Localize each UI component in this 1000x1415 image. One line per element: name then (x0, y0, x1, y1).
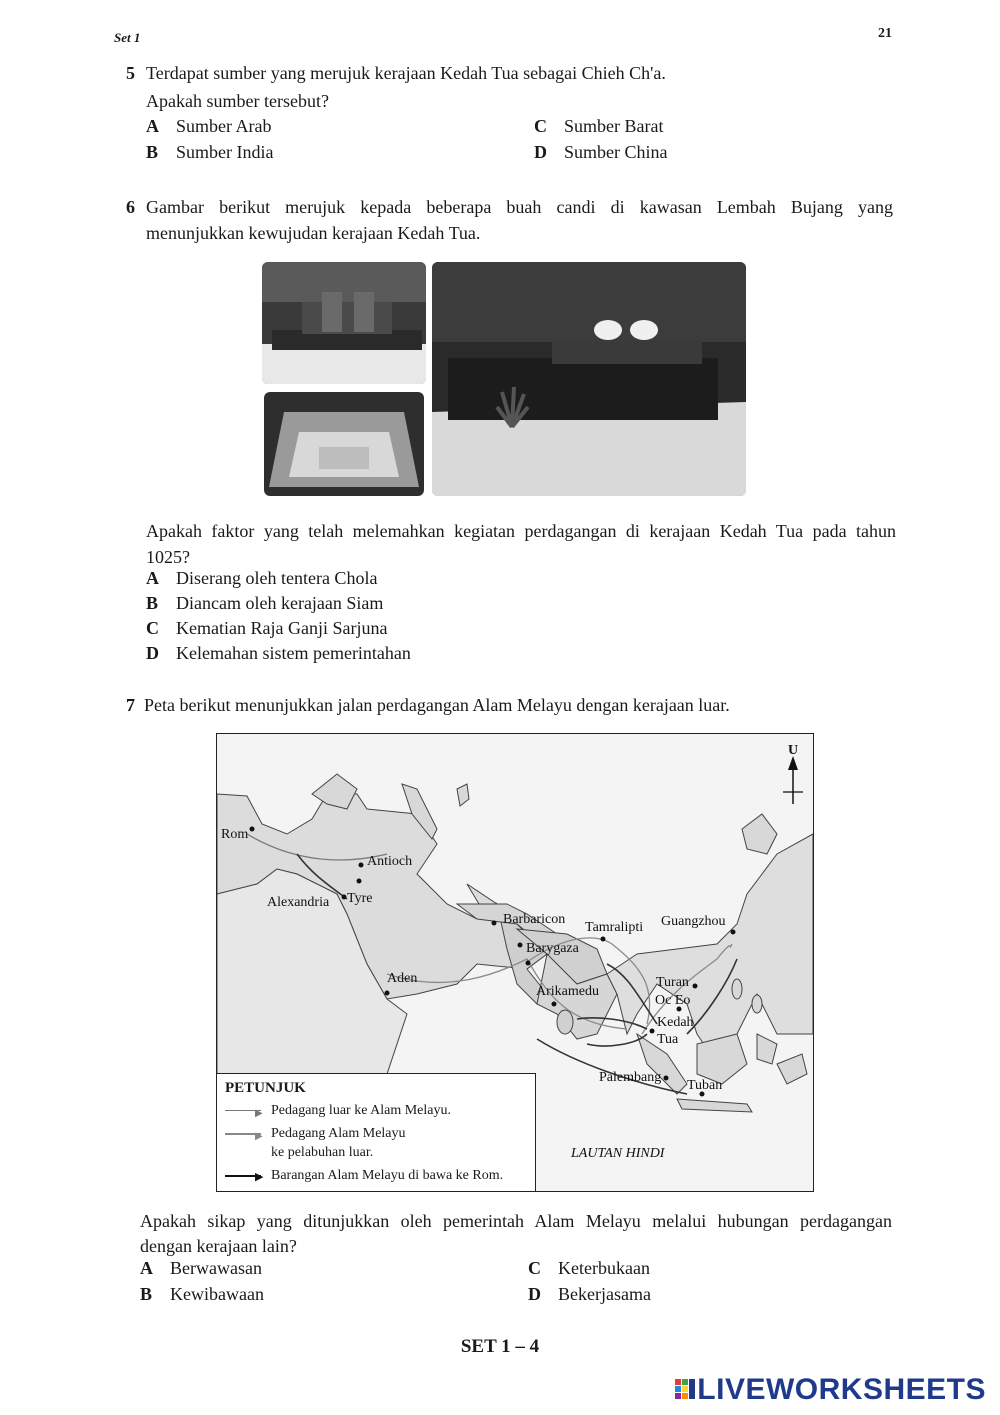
option-letter: C (146, 618, 159, 638)
temple-photo-3 (432, 262, 746, 496)
option-b[interactable] (146, 142, 273, 163)
brand-name: LIVEWORKSHEETS (697, 1373, 986, 1406)
option-text: Keterbukaan (558, 1258, 650, 1278)
option-a[interactable] (146, 568, 377, 589)
question-text: dengan kerajaan lain? (140, 1236, 297, 1256)
place-barygaza: Barygaza (526, 941, 579, 956)
legend-text: Barangan Alam Melayu di bawa ke Rom. (271, 1168, 504, 1183)
set-label: Set 1 (114, 30, 141, 45)
place-barbaricon: Barbaricon (503, 912, 566, 927)
option-text: Sumber Barat (564, 116, 664, 136)
option-d[interactable] (146, 643, 411, 664)
place-kedah: Kedah (657, 1015, 694, 1030)
question-number: 5 (126, 63, 135, 83)
question-text: Apakah sumber tersebut? (146, 91, 329, 111)
option-letter: A (146, 568, 159, 588)
place-guangzhou: Guangzhou (661, 914, 726, 929)
map-legend (217, 1073, 536, 1192)
legend-text: Pedagang luar ke Alam Melayu. (271, 1103, 452, 1118)
legend-text: ke pelabuhan luar. (271, 1145, 374, 1160)
logo-icon (675, 1375, 695, 1397)
place-tua: Tua (657, 1032, 679, 1047)
question-text: menunjukkan kewujudan kerajaan Kedah Tua. (146, 223, 481, 243)
option-letter: D (534, 142, 547, 162)
liveworksheets-logo[interactable] (675, 1373, 986, 1407)
legend-title: PETUNJUK (225, 1080, 306, 1096)
option-text: Kewibawaan (170, 1284, 264, 1304)
option-b[interactable] (146, 593, 383, 614)
option-text: Bekerjasama (558, 1284, 651, 1304)
place-antioch: Antioch (367, 854, 413, 869)
place-turan: Turan (656, 975, 689, 990)
place-rom: Rom (221, 827, 249, 842)
place-palembang: Palembang (599, 1070, 662, 1085)
option-letter: A (140, 1258, 153, 1278)
arrow-right-icon: ▶ (255, 1108, 263, 1119)
question-text: Apakah sikap yang ditunjukkan oleh pemerintah Alam Melayu melalui hubungan perdagangan (140, 1211, 892, 1231)
place-oc-eo: Oc Eo (655, 993, 691, 1008)
option-d[interactable] (528, 1284, 651, 1305)
place-tamralipti: Tamralipti (585, 920, 644, 935)
option-text: Sumber Arab (176, 116, 272, 136)
arrow-right-icon: ▶ (255, 1131, 263, 1142)
question-text: Terdapat sumber yang merujuk kerajaan Kedah Tua sebagai Chieh Ch'a. (146, 63, 666, 83)
north-label: U (787, 743, 799, 758)
place-tuban: Tuban (687, 1078, 723, 1093)
question-text: Peta berikut menunjukkan jalan perdagangan Alam Melayu dengan kerajaan luar. (144, 695, 730, 715)
question-text: Apakah faktor yang telah melemahkan kegiatan perdagangan di kerajaan Kedah Tua pada tahun (146, 521, 896, 541)
place-alexandria: Alexandria (267, 895, 330, 910)
question-text: 1025? (146, 547, 190, 567)
option-text: Diserang oleh tentera Chola (176, 568, 378, 588)
place-aden: Aden (387, 971, 418, 986)
sea-label: LAUTAN HINDI (571, 1146, 665, 1161)
option-letter: D (146, 643, 159, 663)
option-a[interactable] (140, 1258, 262, 1279)
option-text: Diancam oleh kerajaan Siam (176, 593, 384, 613)
temple-photo-1 (262, 262, 426, 384)
question-number: 7 (126, 695, 135, 715)
option-c[interactable] (534, 116, 663, 137)
option-text: Sumber China (564, 142, 668, 162)
option-letter: A (146, 116, 159, 136)
option-letter: C (528, 1258, 541, 1278)
arrow-right-icon: ▶ (255, 1171, 264, 1183)
question-number: 6 (126, 197, 135, 217)
option-b[interactable] (140, 1284, 264, 1305)
option-letter: D (528, 1284, 541, 1304)
page-footer: SET 1 – 4 (460, 1336, 540, 1357)
place-tyre: Tyre (347, 891, 373, 906)
option-letter: B (140, 1284, 153, 1304)
option-a[interactable] (146, 116, 271, 137)
question-text: Gambar berikut merujuk kepada beberapa buah candi di kawasan Lembah Bujang yang (146, 197, 893, 217)
page-number: 21 (878, 26, 892, 41)
trade-route-map (216, 733, 814, 1192)
option-text: Kelemahan sistem pemerintahan (176, 643, 411, 663)
place-arikamedu: Arikamedu (536, 984, 599, 999)
option-c[interactable] (146, 618, 387, 639)
temple-photo-2 (264, 392, 424, 496)
option-letter: C (534, 116, 547, 136)
option-c[interactable] (528, 1258, 650, 1279)
option-letter: B (146, 142, 159, 162)
option-text: Kematian Raja Ganji Sarjuna (176, 618, 388, 638)
option-d[interactable] (534, 142, 668, 163)
legend-text: Pedagang Alam Melayu (271, 1126, 406, 1141)
option-text: Berwawasan (170, 1258, 262, 1278)
option-text: Sumber India (176, 142, 274, 162)
option-letter: B (146, 593, 159, 613)
